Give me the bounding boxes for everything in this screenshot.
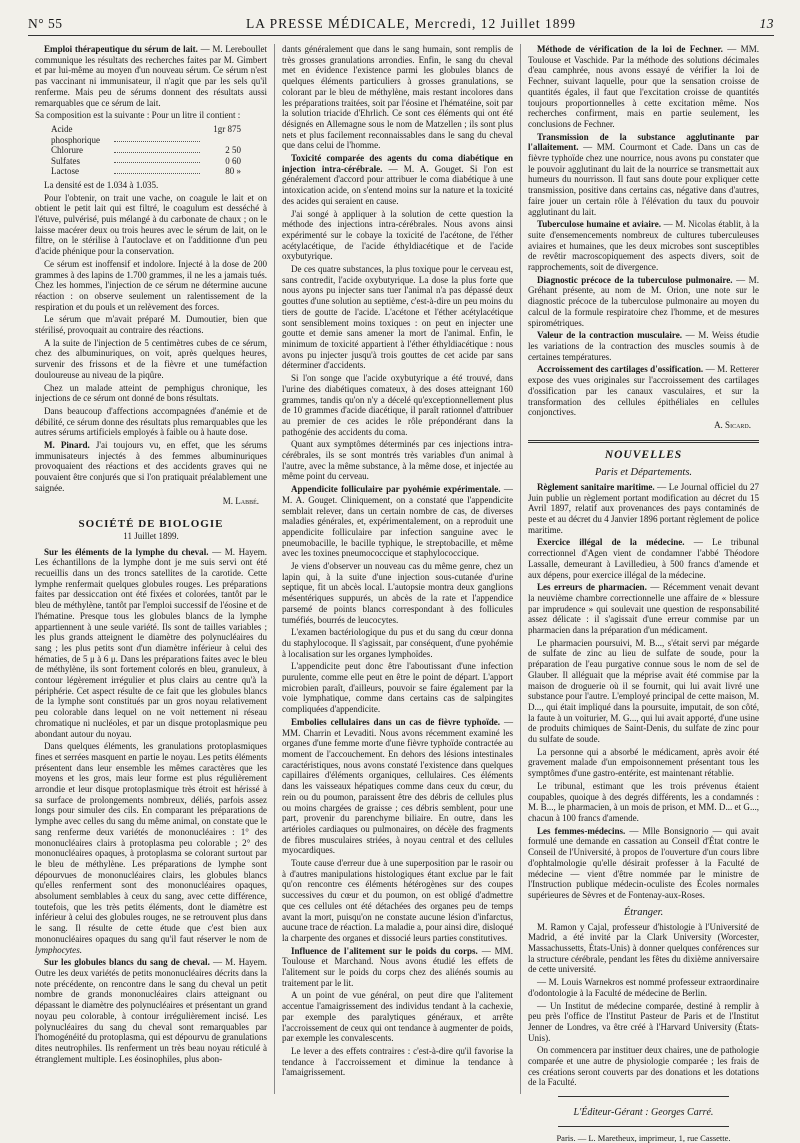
paragraph: Dans beaucoup d'affections accompagnées d'anémie et de débilité, ce sérum donne des résultats plus remarquables que les autres sérums artificiels employés à faible ou à haute dose. [35, 405, 267, 438]
article-serum-lait: Emploi thérapeutique du sérum de lait. — M. Lereboullet communique les résultats des recherches faites par M. Gimbert et par lui-même au moyen d'un nouveau sérum. Ce sérum n'est pas vaccinant ni immunisateur, il n'agit que par les sels qu'il renferme. Mais peu de sérums donnent des résultats aussi remarquables que ce sérum de lait. [35, 44, 267, 108]
paragraph: Le tribunal, estimant que les trois prévenus étaient coupables, quoique à des degrés différents, les a condamnés : M. B..., le pharmacien, à un mois de prison, et MM. D... et G..., chacun à 100 francs d'amende. [528, 780, 759, 823]
section-divider [528, 440, 759, 443]
composition-table [51, 124, 267, 177]
section-title: SOCIÉTÉ DE BIOLOGIE [78, 517, 224, 530]
paragraph: Toute cause d'erreur due à une superposition par le rasoir ou à d'autres manipulations histologiques étant exclue par le fait qu'on rencontre ces éléments hétérogènes sur des coupes successives du cœur et du poumon, on est obligé d'admettre que ces cellules ont été détachées des organes peu de temps avant la mort, puisqu'on ne constate aucune lésion d'infarctus, aucune trace de réaction. La maladie a, pour ainsi dire, disloqué la charpente des organes et dissocié leurs parties constitutives. [282, 858, 513, 943]
paragraph: A la suite de l'injection de 5 centimètres cubes de ce sérum, chez des albuminuriques, on voit, après quelques heures, survenir des frissons et de la fièvre et une tuméfaction douloureuse au niveau de la piqûre. [35, 337, 267, 380]
subsection-etranger: Étranger. [623, 906, 664, 918]
article-appendicite: Appendicite folliculaire par pyohémie expérimentale. — M. A. Gouget. Cliniquement, on a constaté que l'appendicite semblait relever, dans un certain nombre de cas, de diverses maladies générales, et, expérimentalement, on a reproduit une appendicite folliculaire par infection sanguine avec le pneumobacille, le bacille typhique, le streptobacille, et même avec les toxines pneumococcique et staphylococcique. [282, 484, 513, 559]
article-globules-blancs: Sur les globules blancs du sang de cheval. — M. Hayem. Outre les deux variétés de petits mononucléaires décrits dans la note précédente, on rencontre dans le sang du cheval un petit nombre de grands mononucléaires clairs atteignant ou dépassant le diamètre des polynucléaires et présentant un grand noyau peu colorable, à contour irrégulièrement incisé. Les polynucléaires du sang du cheval sont remarquables par l'homogénéité du protoplasma, qui est dépourvu de granulations dites neutrophiles. Ils renferment un très beau noyau réticulé à étranglement multiple. Les éosinophiles, plus abon- [35, 957, 267, 1064]
section-title-nouvelles: NOUVELLES [604, 448, 683, 461]
paragraph: L'examen bactériologique du pus et du sang du cœur donna du staphylocoque. Il s'agissait, par conséquent, d'une pyohémie à localisation sur les organes lymphoïdes. [282, 627, 513, 659]
paragraph: M. Ramon y Cajal, professeur d'histologie à l'Université de Madrid, a été invité par la Clark University (Worcester, Massachussetts, États-Unis) à donner quelques conférences sur la structure cérébrale, pendant les fêtes du dixième anniversaire de cette université. [528, 921, 759, 975]
article-cartilages: Accroissement des cartilages d'ossification. — M. Retterer expose des vues originales sur l'accroissement des cartilages d'ossification par les canaux vasculaires, et sur la transformation des cellules épithéliales en cellules conjonctives. [528, 364, 759, 418]
article-embolies: Embolies cellulaires dans un cas de fièvre typhoïde. — MM. Charrin et Levaditi. Nous avons récemment examiné les organes d'une femme morte d'une fièvre typhoïde contractée au moment de l'accouchement. En dehors des lésions intestinales caractéristiques, nous avons constaté l'existence dans quelques capillaires d'éléments organiques, cellulaires. Ces éléments dans les vaisseaux hépatiques comme dans ceux du cœur, du rein ou du poumon, paraissent être des débris de cellules plus ou moins chargées de graisse ; ces débris semblent, pour une part, provenir du parenchyme biliaire. En outre, dans les artérioles cardiaques ou pulmonaires, on décèle des fragments de fibres musculaires striées, à noyau central et des cellules myocardiques. [282, 716, 514, 856]
paragraph: La densité est de 1.034 à 1.035. [44, 179, 159, 190]
composition-row: Chlorure 2 50 [51, 145, 241, 156]
column-3 [520, 44, 766, 1143]
paragraph: La personne qui a absorbé le médicament, après avoir été gravement malade d'un empoisonnement présentant tous les symptômes d'une gastro-entérite, est maintenant rétablie. [528, 746, 759, 779]
signature: A. Sicard. [714, 419, 751, 430]
subsection-paris: Paris et Départements. [594, 466, 693, 478]
news-item: Règlement sanitaire maritime. — Le Journal officiel du 27 Juin publie un règlement portant modification au décret du 15 Avril 1897, relatif aux provenances des pays contaminés de peste et au décret du 4 Janvier 1896 portant règlement de police maritime. [528, 481, 759, 535]
paragraph: A un point de vue général, on peut dire que l'alitement accentue l'amaigrissement des individus tendant à la cachexie, par exemple des paralytiques généraux, et arrête l'accroissement de ceux qui ont tendance à augmenter de poids, par exemple les convalescents. [282, 990, 513, 1044]
composition-row: Acide phosphorique 1gr 875 [51, 123, 241, 145]
paragraph: Pour l'obtenir, on trait une vache, on coagule le lait et on obtient le petit lait qui est filtré, le coagulum est desséché à l'étuve, pulvérisé, puis mélangé à du carbonate de chaux ; on le laisse macérer deux ou trois heures avec le sérum de lait, on le filtre, on le stérilise à l'autoclave et on l'additionne d'un peu d'acide phénique pour la conservation. [35, 192, 267, 257]
paragraph: — Un Institut de médecine comparée, destiné à remplir à peu près l'office de l'Institut Pasteur de Paris et de l'Institut Jenner de Londres, va être créé à l'Harvard University (États-Unis). [528, 1000, 759, 1043]
paragraph: — M. Louis Warnekros est nommé professeur extraordinaire d'odontologie à la Faculté de médecine de Berlin. [528, 977, 759, 998]
paragraph: De ces quatre substances, la plus toxique pour le cerveau est, sans contredit, l'acide oxybutyrique. La dose la plus forte que nous ayons pu injecter sans tuer l'animal n'a pas dépassé deux gouttes d'une solution au septième, c'est-à-dire un peu moins du tiers de goutte de l'acide. L'acétone et l'éther acétylacétique sont sensiblement moins toxiques : on peut en injecter une goutte et demie sans amener la mort de l'animal. Enfin, le minimum de toxicité appartient à l'éther éthyldiacétique : nous avons pu injecter jusqu'à trois gouttes de cet acide par sans déterminer d'accidents. [282, 264, 513, 371]
paragraph: M. Pinard. J'ai toujours vu, en effet, que les sérums immunisateurs injectés à des femmes albuminuriques provoquaient des réactions et des accidents graves qui ne pouvaient être conjurés que si l'on pratiquait préalablement une saignée. [35, 440, 268, 493]
article-heading: Emploi thérapeutique du sérum de lait. [44, 44, 198, 54]
paragraph: On commencera par instituer deux chaires, une de pathologie comparée et une autre de physiologie comparée ; les frais de ces créations seront couverts par des donations et les dotations de la Faculté. [528, 1045, 759, 1088]
divider [558, 1126, 729, 1127]
composition-row: Lactose 80 » [51, 166, 241, 177]
article-contraction: Valeur de la contraction musculaire. — M. Weiss étudie les variations de la contraction des muscles soumis à de certaines températures. [528, 330, 759, 362]
columns [28, 44, 774, 1143]
article-diagnostic-tuberculose: Diagnostic précoce de la tuberculose pulmonaire. — M. Gréhant présente, au nom de M. Orion, une note sur le diagnostic précoce de la tuberculose pulmonaire au moyen du calcul de la formule respiratoire chez l'homme, et de mesures spirométriques. [528, 274, 759, 328]
paragraph: dants généralement que dans le sang humain, sont remplis de très grosses granulations arrondies. Enfin, le sang du cheval met en évidence l'existence parmi les globules blancs de quelques éléments particuliers à grosses granulations, se colorant par le bleu de méthylène, mais restant incolores dans les préparations traitées, soit par l'éosine et l'hématéine, soit par la solution triacide d'Ehrlich. Ce sont ces éléments qui ont été désignés en Allemagne sous le nom de Matzellen ; ils sont plus nets et plus facilement reconnaissables dans le sang du cheval que dans celui de l'homme. [282, 44, 513, 151]
column-2 [274, 44, 520, 1094]
masthead-title: LA PRESSE MÉDICALE, Mercredi, 12 Juillet 1899 [246, 16, 576, 31]
paragraph: Le sérum que m'avait préparé M. Dumoutier, bien que stérilisé, provoquait au contraire des réactions. [35, 314, 267, 336]
article-coma-diabetique: Toxicité comparée des agents du coma diabétique en injection intra-cérébrale. — M. A. Gouget. Si l'on est généralement d'accord pour attribuer le coma diabétique à une intoxication acide, on s'entend moins sur la nature et la toxicité des acides qui seraient en cause. [282, 153, 513, 206]
news-item: Les erreurs de pharmacien. — Récemment venait devant la neuvième chambre correctionnelle une affaire de « blessure par imprudence » qui soulevait une question de responsabilité assez délicate : il s'agissait d'une erreur commise par un pharmacien dans la préparation d'un médicament. [528, 582, 759, 636]
article-tuberculose-aviaire: Tuberculose humaine et aviaire. — M. Nicolas établit, à la suite d'ensemencements nombreux de cultures tuberculeuses aviaires et humaines, que les deux microbes sont susceptibles de revêtir macroscopiquement des aspects divers, soit de rapprochements, soit de divergence. [528, 219, 759, 273]
article-alitement: Influence de l'alitement sur le poids du corps. — MM. Toulouse et Marchand. Nous avons étudié les effets de l'alitement sur le poids du corps chez des aliénés soumis au traitement par le lit. [282, 945, 513, 988]
section-date: 11 Juillet 1899. [123, 530, 179, 541]
editor-credit: L'Éditeur-Gérant : Georges Carré. [573, 1107, 714, 1119]
paragraph: Chez un malade atteint de pemphigus chronique, les injections de ce sérum ont donné de bons résultats. [35, 382, 267, 404]
page-number: 13 [759, 16, 774, 31]
paragraph: Ce sérum est inoffensif et indolore. Injecté à la dose de 200 grammes à des lapins de 1.700 grammes, il ne les a jamais tués. Chez les hommes, l'injection de ce sérum ne détermine aucune réaction : on observe seulement un ralentissement de la respiration et du pouls et un relèvement des forces. [35, 258, 267, 312]
paragraph: Le pharmacien poursuivi, M. B..., s'était servi par mégarde de sulfate de zinc au lieu de sulfate de soude, pour la préparation de l'eau purgative connue sous le nom de sel de Glauber. Il alléguait que la méprise avait été commise par la maison de droguerie où il se fournit, qui lui avait livré une substance pour l'autre. L'employé principal de cette maison, M. D..., qui était impliqué dans la poursuite, imputait, de son côté, la faute à un voiturier, M. G..., qui lui avait apporté, d'une usine de produits chimiques de Saint-Denis, du sulfate de zinc pour du sulfate de soude. [528, 637, 759, 745]
paragraph: Je viens d'observer un nouveau cas du même genre, chez un lapin qui, à la suite d'une injection sous-cutanée d'urine septique, fit un abcès local. L'autopsie montra deux ganglions mésentériques suppurés, un abcès de la rate et l'appendice parsemé de points blancs correspondant à des follicules tuméfiés, bourrés de leucocytes. [282, 561, 513, 625]
article-allaitement: Transmission de la substance agglutinante par l'allaitement. — MM. Courmont et Cade. Dans un cas de fièvre typhoïde chez une nourrice, nous avons pu constater que le pouvoir agglutinant du lait de la nourrice se transmettait aux humeurs du nourrisson. Il faut sans doute pour expliquer cette transmission, positive dans certains cas, négative dans d'autres, faire jouer un certain rôle à l'élévation du taux du pouvoir agglutinant du lait. [528, 131, 759, 217]
paragraph: Dans quelques éléments, les granulations protoplasmiques fines et serrées masquent en partie le noyau. Les petits éléments présentent dans leur ensemble les mêmes caractères que les moyens et les gros, mais leur forme est plus régulièrement arrondie et leur disque protoplasmique très étroit est hérissé à sa surface de prolongements nombreux, déliés, parfois assez longs pour simuler des cils. En comparant les préparations de lymphe avec celles du sang du même animal, on constate que le sang renferme deux variétés de mononucléaires : 1° des mononucléaires clairs à protoplasma peu colorable ; 2° des mononucléaires opaques, à protoplasma se colorant surtout par le bleu de méthylène. Les préparations de lymphe sont dépourvues de mononucléaires clairs, les globules blancs qu'elles renferment sont des mononucléaires opaques, absolument semblables à ceux du sang, avec cette différence, toutefois, que les très petits éléments, dont le diamètre est inférieur à celui des globules rouges, ne se retrouvent plus dans le sang. Il résulte de cette étude que c'est bien aux mononucléaires opaques du sang qu'il faut réserver le nom de lymphocytes. [35, 741, 267, 955]
printer-credit: Paris. — L. Maretheux, imprimeur, 1, rue Cassette. [556, 1133, 731, 1143]
paragraph: J'ai songé à appliquer à la solution de cette question la méthode des injections intra-cérébrales. Nous avons ainsi expérimenté sur le cobaye la toxicité de l'acétone, de l'éther acétylacétique, de l'acide éthyldiacétique et de l'acide oxybutyrique. [282, 208, 513, 262]
article-lymphe: Sur les éléments de la lymphe du cheval. — M. Hayem. Les échantillons de la lymphe dont je me suis servi ont été recueillis dans un des troncs satellites de la carotide. Cette lymphe renfermait quelques globules rouges. Les préparations faites par dessiccation ont été fixées et colorées, tantôt par le bleu de méthylène, tantôt par l'emploi successif de l'éosine et de l'hématine. Presque tous les globules blancs de la lymphe appartiennent à une seule variété. Ils sont de tailles variables ; les plus grands atteignent le diamètre des polynucléaires du sang ; les plus petits sont d'un diamètre inférieur à celui des hématies, de 5 μ à 6 μ. Dans les préparations faites avec le bleu de méthylène, ils sont fortement colorés en bleu, granuleux, à contour légèrement irrégulier et plus clairs au centre qu'à la périphérie. Cet aspect résulte de ce fait que les globules blancs de la lymphe sont constitués par un gros noyau relativement peu colorable dans lequel on ne voit nettement ni réseau chromatique ni nucléoles, et par un disque protoplasmique peu abondant autour du noyau. [35, 546, 268, 739]
paragraph: Quant aux symptômes déterminés par ces injections intra-cérébrales, ils se sont montrés très variables d'un animal à l'autre, avec la même substance, à la même dose, et injectée au même point du cerveau. [282, 439, 513, 482]
page-header [28, 16, 774, 36]
composition-row: Sulfates 0 60 [51, 155, 241, 166]
paragraph: Si l'on songe que l'acide oxybutyrique a été trouvé, dans l'urine des diabétiques comateux, à des doses atteignant 160 grammes, tandis qu'on n'y a décelé qu'exceptionnellement plus de 10 grammes d'acide diacétique, il paraît rationnel d'attribuer au premier de ces acides le rôle prépondérant dans la pathogénie des accidents du coma. [282, 373, 513, 437]
signature: M. Labbé. [222, 495, 259, 506]
composition-intro: Sa composition est la suivante : Pour un litre il contient : [35, 110, 241, 121]
column-1 [28, 44, 274, 1094]
news-item: Exercice illégal de la médecine. — Le tribunal correctionnel d'Agen vient de condamner l'abbé Théodore Lassalle, demeurant à Lavilledieu, à 500 francs d'amende et aux dépens, pour exercice illégal de la médecine. [528, 537, 759, 580]
news-item: Les femmes-médecins. — Mlle Bonsignorio — qui avait formulé une demande en cassation au Conseil d'État contre le Conseil de l'Université, à propos de l'ouverture d'un cours libre d'ophtalmologie qu'elle désirait professer à la Faculté de médecine — vient d'être nommée par le ministre de l'Instruction publique médecin-oculiste des Écoles normales supérieures de Sèvres et de Fontenay-aux-Roses. [528, 825, 759, 900]
issue-number: N° 55 [28, 16, 63, 31]
divider [558, 1096, 729, 1097]
paragraph: Le lever a des effets contraires : c'est-à-dire qu'il favorise la tendance à l'accroissement et diminue la tendance à l'amaigrissement. [282, 1045, 513, 1078]
paragraph: L'appendicite peut donc être l'aboutissant d'une infection purulente, comme elle peut en être le point de départ. L'apport microbien paraît, d'ailleurs, pouvoir se faire également par la voie lymphatique, comme dans certains cas de salpingites compliquées d'appendicite. [282, 661, 513, 715]
article-fechner: Méthode de vérification de la loi de Fechner. — MM. Toulouse et Vaschide. Par la méthode des solutions décimales d'eau camphrée, nous avons essayé de vérifier la loi de Fechner, suivant laquelle, pour que la sensation croisse de quantités égales, il faut que l'excitation croisse de quantités toujours proportionnelles à cette excitation même. Nos recherches confirment, mais en partie seulement, les conclusions de Fechner. [528, 44, 759, 129]
